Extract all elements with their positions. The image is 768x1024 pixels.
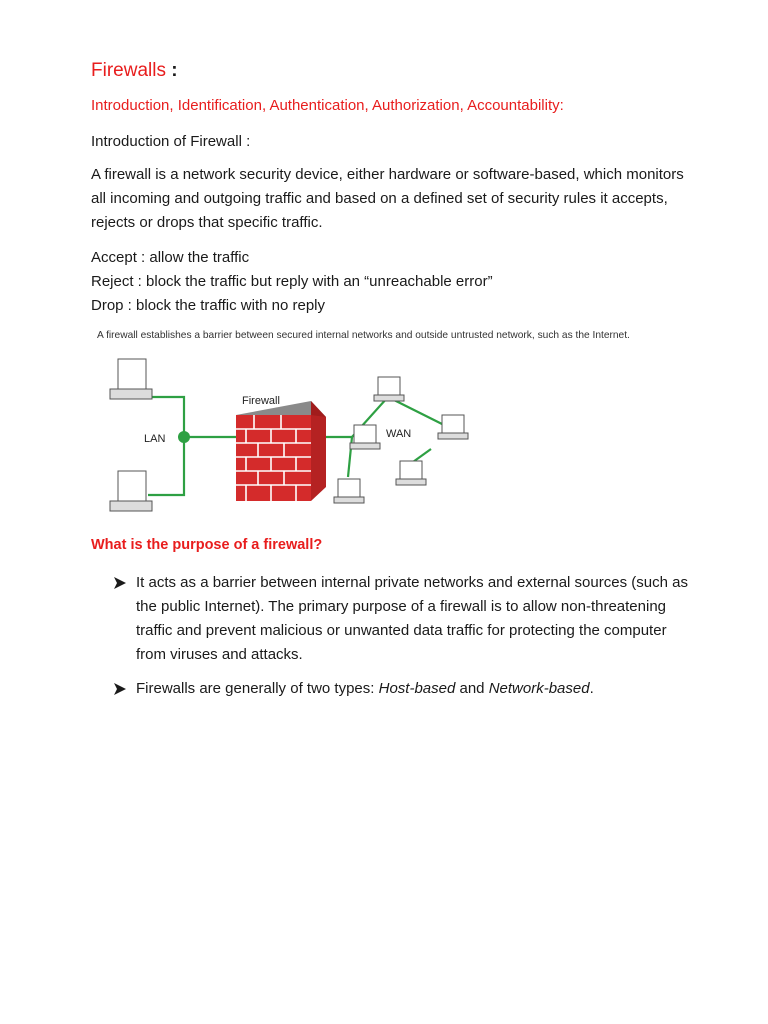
lan-label: LAN [144, 433, 166, 445]
wan-computer-5-icon [334, 479, 364, 503]
bullet-prefix: Firewalls are generally of two types: [136, 680, 379, 697]
action-reject: Reject : block the traffic but reply with an “unreachable error” [91, 273, 493, 290]
firewall-network-diagram [96, 349, 482, 524]
host-based-term: Host-based [378, 680, 456, 697]
purpose-heading: What is the purpose of a firewall? [91, 537, 323, 553]
figure-caption: A firewall establishes a barrier between secured internal networks and outside untrusted network, such as the Internet. [97, 330, 630, 341]
arrowhead-bullet-icon [113, 571, 127, 595]
action-accept: Accept : allow the traffic [91, 249, 250, 266]
title-text: Firewalls [91, 60, 166, 81]
wan-computer-1-icon [374, 377, 404, 401]
firewall-wall-icon [236, 401, 326, 501]
lan-node [178, 431, 190, 443]
arrowhead-bullet-icon [113, 677, 127, 701]
lan-laptop-top-icon [110, 359, 152, 399]
title-colon: : [165, 60, 178, 81]
lan-laptop-bottom-icon [110, 471, 152, 511]
network-based-term: Network-based [488, 680, 590, 697]
wan-computer-4-icon [396, 461, 426, 485]
definition-paragraph: A firewall is a network security device, either hardware or software-based, which monitors all incoming and outgoing traffic and based on a defined set of security rules it accepts, rejects or drops that specific traffic. [91, 166, 684, 231]
action-drop: Drop : block the traffic with no reply [91, 297, 325, 314]
bullet-text: It acts as a barrier between internal private networks and external sources (such as the public Internet). The primary purpose of a firewall is to allow non-threatening traffic and prevent malicious or unwanted data traffic for protecting the computer from viruses and attacks. [136, 574, 688, 663]
bullet-text [136, 677, 696, 701]
section-subtitle: Introduction, Identification, Authentication, Authorization, Accountability: [91, 97, 564, 114]
bullet-suffix: . [589, 680, 594, 697]
wan-computer-2-icon [350, 425, 380, 449]
firewall-label: Firewall [242, 395, 280, 407]
bullet-conjunction: and [455, 680, 489, 697]
wan-computer-3-icon [438, 415, 468, 439]
page-title [91, 60, 178, 82]
intro-label: Introduction of Firewall : [91, 133, 251, 150]
wan-label: WAN [386, 428, 412, 440]
